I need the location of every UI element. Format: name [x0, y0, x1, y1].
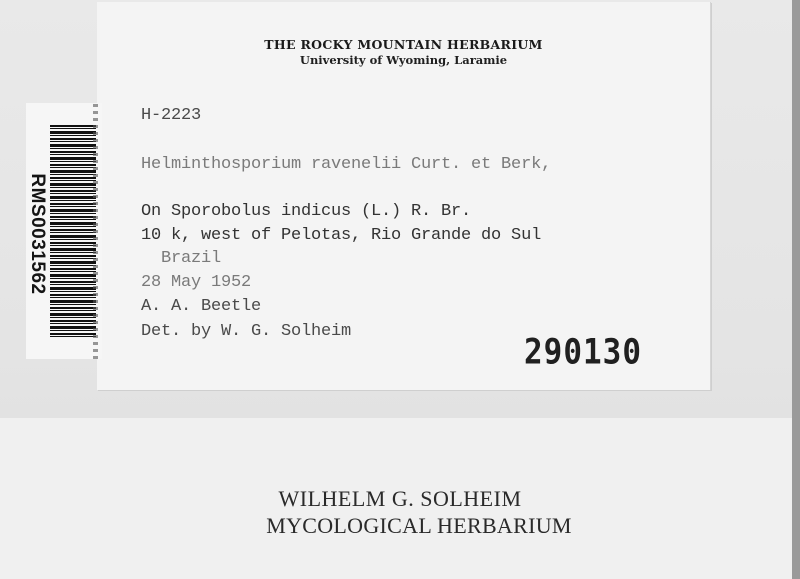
- taxon-name: Helminthosporium ravenelii Curt. et Berk,: [141, 155, 552, 174]
- stamp-herbarium: MYCOLOGICAL HERBARIUM: [266, 513, 572, 538]
- institution-name: THE ROCKY MOUNTAIN HERBARIUM: [264, 37, 543, 52]
- accession-number: 290130: [524, 332, 642, 373]
- host-line: On Sporobolus indicus (L.) R. Br.: [141, 202, 472, 221]
- specimen-label: [97, 2, 711, 390]
- barcode-text: RMS0031562: [27, 173, 48, 295]
- barcode-side-marks: [93, 104, 98, 360]
- university-name: University of Wyoming, Laramie: [299, 53, 508, 67]
- barcode: [50, 125, 96, 337]
- collector-line: A. A. Beetle: [141, 297, 262, 316]
- collection-date: 28 May 1952: [141, 273, 252, 292]
- stamp-name: WILHELM G. SOLHEIM: [278, 486, 522, 511]
- determiner-line: Det. by W. G. Solheim: [141, 322, 352, 341]
- country-line: Brazil: [161, 249, 222, 268]
- locality-line: 10 k, west of Pelotas, Rio Grande do Sul: [141, 226, 542, 245]
- specimen-number: H-2223: [141, 106, 202, 125]
